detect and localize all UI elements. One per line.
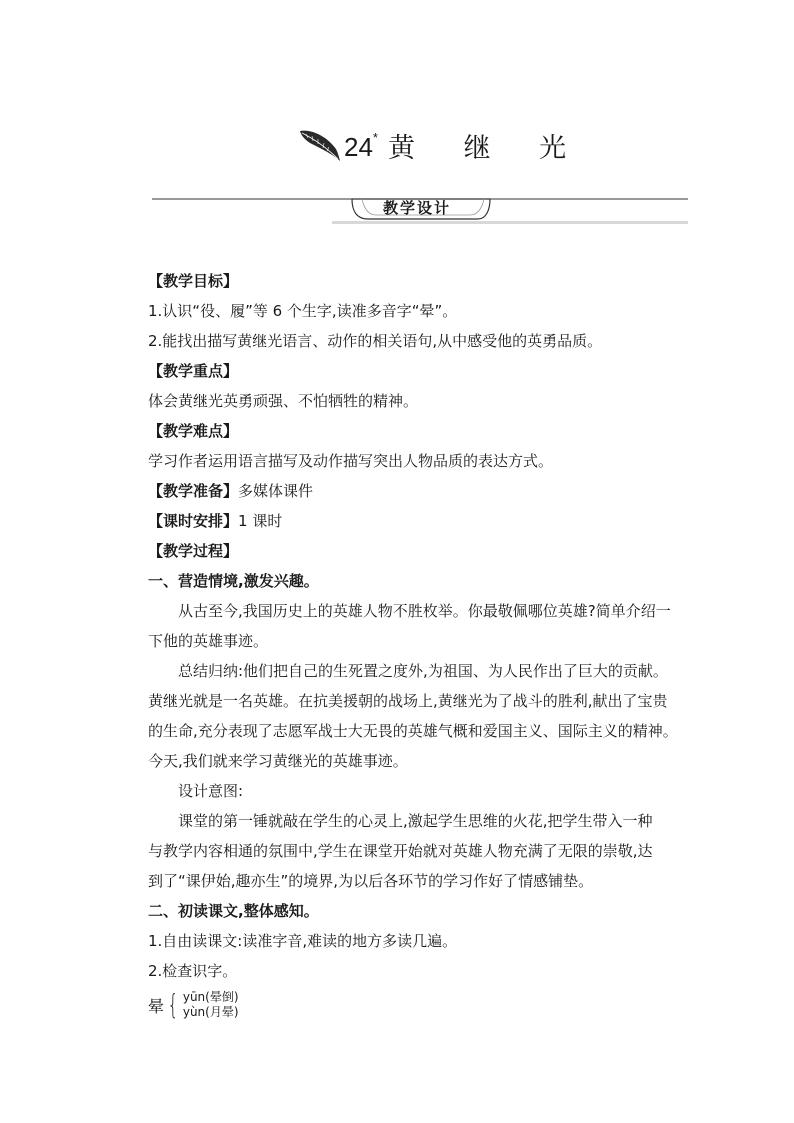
step1-para2-line4: 今天,我们就来学习黄继光的英雄事迹。 [148,752,408,770]
banner-label: 教学设计 [382,198,451,217]
lesson-title [296,120,586,170]
key-text: 体会黄继光英勇顽强、不怕牺牲的精神。 [148,392,419,410]
lesson-number: 24 [344,131,373,162]
polyphone-char: 晕 [148,996,165,1016]
step2-heading: 二、初读课文,整体感知。 [148,902,319,920]
key-heading: 【教学重点】 [148,362,239,380]
prep-row [148,476,688,506]
lesson-star: * [372,129,378,145]
lesson-title-text: 黄 继 光 [387,132,587,164]
goal-2: 2.能找出描写黄继光语言、动作的相关语句,从中感受他的英勇品质。 [148,332,603,350]
step1-para1-line1: 从古至今,我国历史上的英雄人物不胜枚举。你最敬佩哪位英雄?简单介绍一 [178,602,671,620]
step2-item-2: 2.检查识字。 [148,962,238,980]
feather-icon [296,125,342,165]
step1-para3-line1: 课堂的第一锤就敲在学生的心灵上,激起学生思维的火花,把学生带入一种 [178,812,653,830]
time-heading: 【课时安排】 [148,512,239,530]
prep-heading: 【教学准备】 [148,482,239,500]
difficulty-text: 学习作者运用语言描写及动作描写突出人物品质的表达方式。 [148,452,554,470]
polyphone-reading-2: yùn(月晕) [182,1005,239,1019]
step1-para2-line2: 黄继光就是一名英雄。在抗美援朝的战场上,黄继光为了战斗的胜利,献出了宝贵 [148,692,668,710]
prep-text: 多媒体课件 [238,482,314,500]
time-row [148,506,688,536]
lesson-content [148,266,688,1022]
polyphone-block [148,988,688,1022]
step2-item-1: 1.自由读课文:读准字音,难读的地方多读几遍。 [148,932,458,950]
time-text: 1 课时 [238,512,283,530]
polyphone-readings [183,990,239,1020]
polyphone-reading-1: yūn(晕倒) [182,990,239,1004]
step1-para1-line2: 下他的英雄事迹。 [148,632,269,650]
process-heading: 【教学过程】 [148,542,239,560]
difficulty-heading: 【教学难点】 [148,422,239,440]
step1-heading: 一、营造情境,激发兴趣。 [148,572,319,590]
goals-heading: 【教学目标】 [148,272,239,290]
design-intent-label: 设计意图: [178,782,244,800]
brace-glyph: { [167,988,179,1021]
goal-1: 1.认识“役、履”等 6 个生字,读准多音字“晕”。 [148,302,458,320]
step1-para3-line2: 与教学内容相通的氛围中,学生在课堂开始就对英雄人物充满了无限的崇敬,达 [148,842,653,860]
step1-para2-line3: 的生命,充分表现了志愿军战士大无畏的英雄气概和爱国主义、国际主义的精神。 [148,722,678,740]
step1-para3-line3: 到了“课伊始,趣亦生”的境界,为以后各环节的学习作好了情感铺垫。 [148,872,594,890]
step1-para2-line1: 总结归纳:他们把自己的生死置之度外,为祖国、为人民作出了巨大的贡献。 [178,662,668,680]
